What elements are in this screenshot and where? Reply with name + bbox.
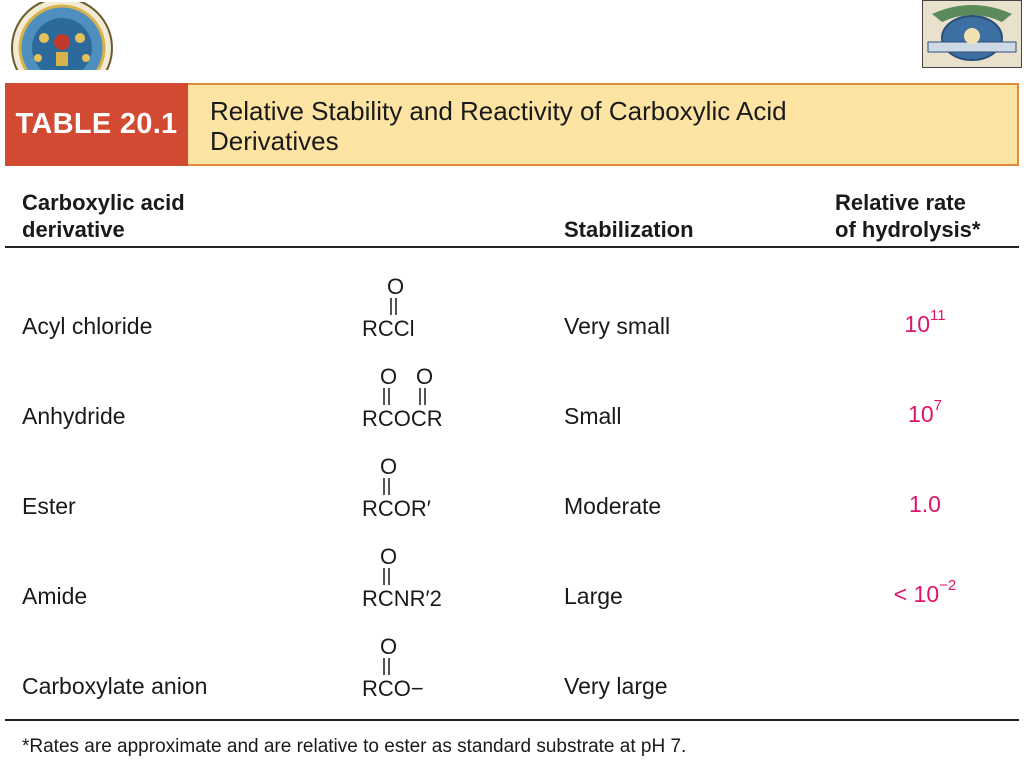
svg-text:O: O <box>380 634 398 659</box>
rate-base: < 10 <box>893 581 940 607</box>
formula-amide <box>360 526 540 616</box>
row-derivative-name: Carboxylate anion <box>22 673 208 699</box>
formula-ester <box>360 436 540 526</box>
rate-exponent: −2 <box>939 577 957 595</box>
header-rate <box>835 189 980 243</box>
header-rate-line1: Relative rate <box>835 190 966 215</box>
formula-text: RCOR′ <box>362 496 431 521</box>
formula-acyl-chloride <box>360 256 540 346</box>
table-title-bar <box>5 83 1019 166</box>
table-footnote: *Rates are approximate and are relative to ester as standard substrate at pH 7. <box>22 736 687 757</box>
rate-exponent: 11 <box>930 307 946 325</box>
table-number-tag: TABLE 20.1 <box>5 83 188 166</box>
row-derivative-name: Acyl chloride <box>22 313 153 339</box>
row-derivative-name: Ester <box>22 493 76 519</box>
table-row <box>5 346 1019 436</box>
formula-text: RCOCR <box>362 406 443 431</box>
row-stabilization: Small <box>564 403 622 429</box>
formula-text: RCNR′2 <box>362 586 442 611</box>
table-title <box>188 83 1019 166</box>
rate-base: 10 <box>908 401 934 427</box>
svg-text:O: O <box>380 364 398 389</box>
formula-anhydride <box>360 346 540 436</box>
svg-text:O: O <box>380 544 398 569</box>
formula-carboxylate <box>360 616 540 706</box>
header-rate-line2: of hydrolysis* <box>835 217 981 242</box>
table-title-line1: Relative Stability and Reactivity of Carboxylic Acid <box>210 96 787 126</box>
row-derivative-name: Anhydride <box>22 403 126 429</box>
row-rate <box>835 307 1015 338</box>
svg-text:O: O <box>387 274 405 299</box>
table-bottom-rule <box>5 719 1019 721</box>
table-header-row <box>5 166 1019 248</box>
header-derivative-line1: Carboxylic acid <box>22 190 185 215</box>
svg-text:O: O <box>416 364 434 389</box>
svg-text:O: O <box>380 454 398 479</box>
row-stabilization: Large <box>564 583 623 609</box>
row-stabilization: Very large <box>564 673 668 699</box>
formula-text: RCCl <box>362 316 415 341</box>
formula-text: RCO− <box>362 676 424 701</box>
table-title-line2: Derivatives <box>210 126 339 156</box>
header-derivative <box>22 189 185 243</box>
row-stabilization: Moderate <box>564 493 662 519</box>
table-row <box>5 526 1019 616</box>
row-stabilization: Very small <box>564 313 671 339</box>
rate-exponent: 7 <box>933 397 942 415</box>
rate-base: 1.0 <box>909 491 941 517</box>
table-row <box>5 436 1019 526</box>
rate-base: 10 <box>904 311 930 337</box>
header-derivative-line2: derivative <box>22 217 125 242</box>
row-rate <box>835 491 1015 518</box>
table-20-1 <box>5 83 1019 765</box>
row-rate <box>835 577 1015 608</box>
university-seal-logo <box>8 2 116 70</box>
table-row <box>5 256 1019 346</box>
row-derivative-name: Amide <box>22 583 88 609</box>
row-rate <box>835 397 1015 428</box>
faculty-crest-logo <box>922 0 1022 68</box>
table-row <box>5 616 1019 706</box>
header-stabilization: Stabilization <box>564 217 694 242</box>
